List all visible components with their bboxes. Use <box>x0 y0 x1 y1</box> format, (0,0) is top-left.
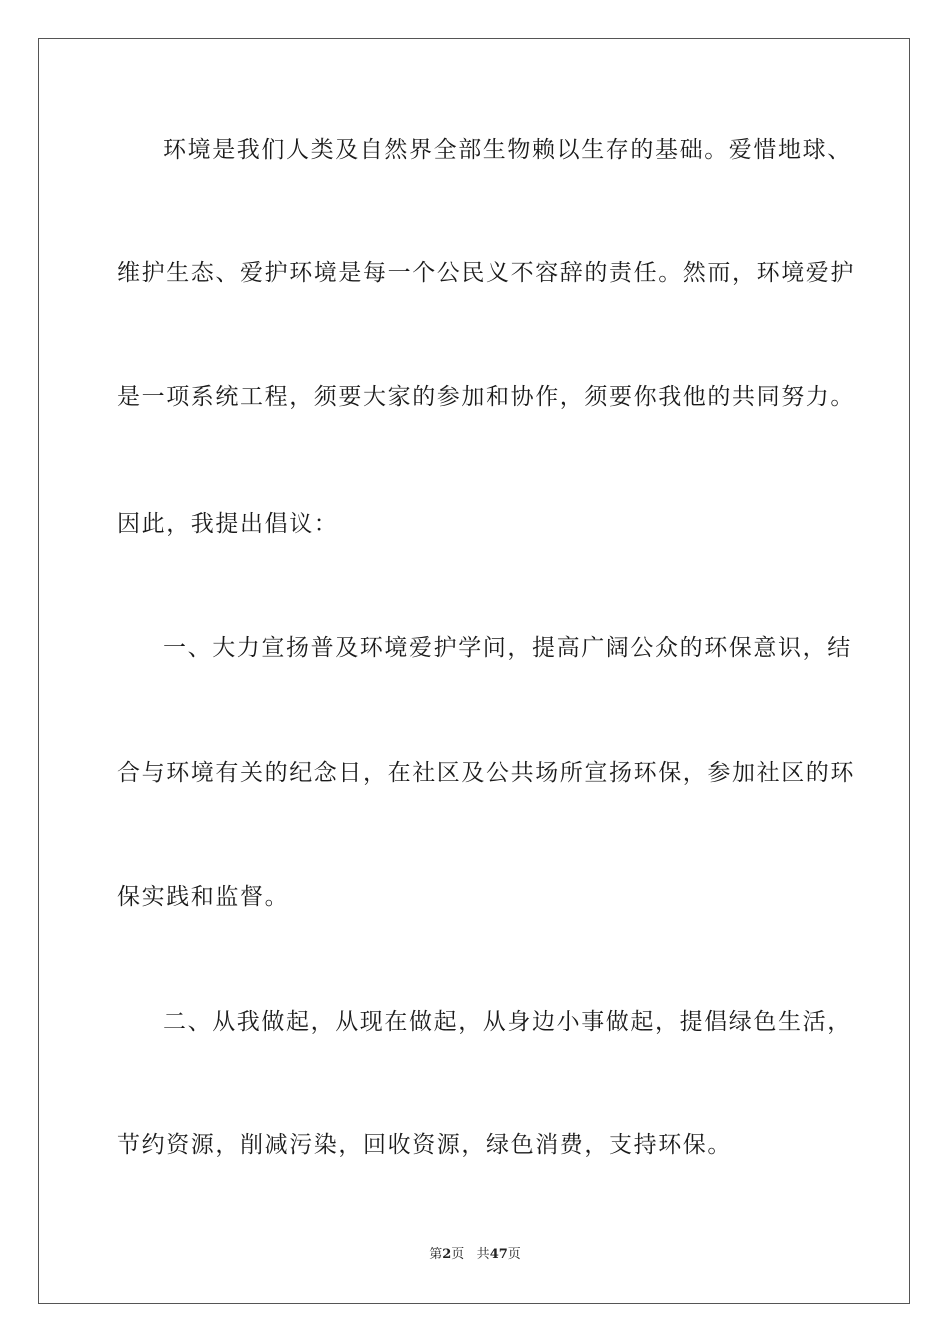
paragraph-1-line-3: 是一项系统工程，须要大家的参加和协作，须要你我他的共同努力。 <box>117 384 855 410</box>
total-pages: 47 <box>489 1247 508 1262</box>
page-border <box>38 38 910 1304</box>
paragraph-2-line-2: 合与环境有关的纪念日，在社区及公共场所宣扬环保，参加社区的环 <box>117 760 855 786</box>
page-suffix: 页 <box>451 1247 465 1262</box>
paragraph-1-line-1: 环境是我们人类及自然界全部生物赖以生存的基础。爱惜地球、 <box>163 137 852 163</box>
page-prefix: 第 <box>429 1247 443 1262</box>
paragraph-3-line-2: 节约资源，削减污染，回收资源，绿色消费，支持环保。 <box>117 1132 732 1158</box>
total-prefix: 共 <box>476 1247 490 1262</box>
paragraph-2-line-1: 一、大力宣扬普及环境爱护学问，提高广阔公众的环保意识，结 <box>163 635 852 661</box>
paragraph-2-line-3: 保实践和监督。 <box>117 884 290 910</box>
paragraph-1-line-2: 维护生态、爱护环境是每一个公民义不容辞的责任。然而，环境爱护 <box>117 260 855 286</box>
paragraph-1-line-4: 因此，我提出倡议： <box>117 511 339 537</box>
total-suffix: 页 <box>507 1247 521 1262</box>
page-footer <box>0 1246 950 1264</box>
paragraph-3-line-1: 二、从我做起，从现在做起，从身边小事做起，提倡绿色生活， <box>163 1009 852 1035</box>
page-number: 2 <box>442 1247 452 1262</box>
